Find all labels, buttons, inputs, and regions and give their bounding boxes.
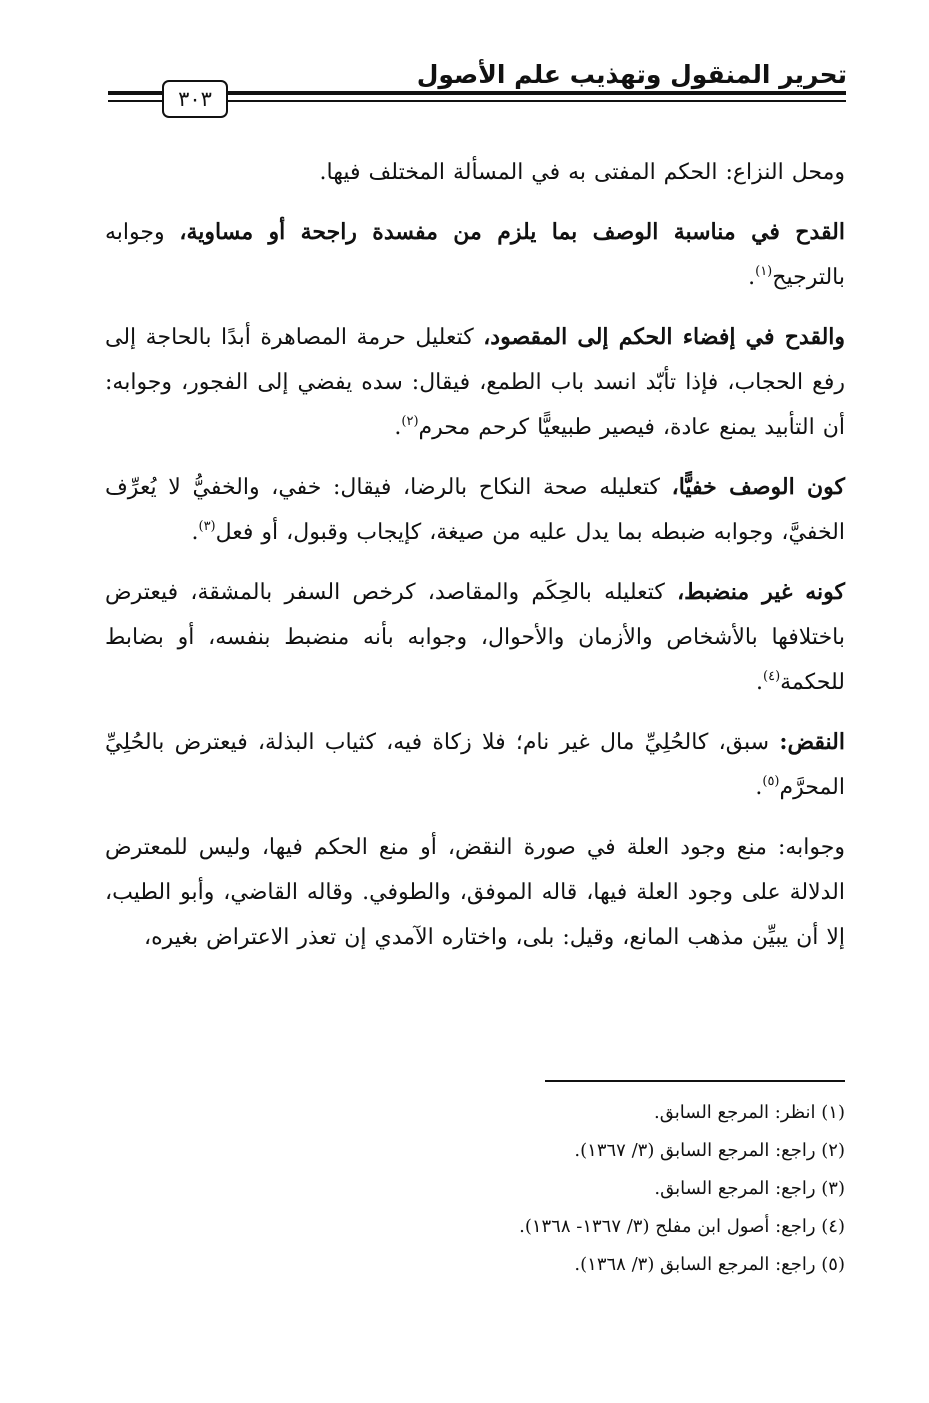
paragraph-lead: القدح في مناسبة الوصف بما يلزم من مفسدة راجحة أو مساوية، <box>179 219 845 245</box>
paragraph-text: سبق، كالحُلِيِّ مال غير نام؛ فلا زكاة فيه، كثياب البذلة، فيعترض بالحُلِيِّ المحرَّم <box>105 730 845 800</box>
paragraph-text: كتعليل حرمة المصاهرة أبدًا بالحاجة إلى رفع الحجاب، فإذا تأبّد انسد باب الطمع، فيقال: سده يفضي إلى الفجور، وجوابه: أن التأبيد يمنع عادة، فيصير طبيعيًّا كرحم محرم <box>105 325 845 440</box>
page-number: ٣٠٣ <box>162 80 228 118</box>
paragraph-lead: النقض: <box>779 729 845 755</box>
footnote-ref: (٣) <box>198 519 216 534</box>
footnote: (٢) راجع: المرجع السابق (٣/ ١٣٦٧). <box>574 1140 845 1161</box>
footnote-separator <box>545 1080 845 1082</box>
paragraph-lead: كونه غير منضبط، <box>677 579 846 605</box>
paragraph-text: كتعليله بالحِكَم والمقاصد، كرخص السفر بالمشقة، فيعترض باختلافها بالأشخاص والأزمان والأحوال، وجوابه بأنه منضبط بنفسه، أو بضابط للحكمة <box>105 580 845 695</box>
footnote-ref: (٤) <box>763 669 781 684</box>
paragraph-text: ومحل النزاع: الحكم المفتى به في المسألة المختلف فيها. <box>319 160 845 185</box>
paragraph <box>105 150 845 195</box>
paragraph: كون الوصف خفيًّا، كتعليله صحة النكاح بالرضا، فيقال: خفي، والخفيُّ لا يُعرِّف الخفيَّ، وجوابه ضبطه بما يدل عليه من صيغة، كإيجاب وقبول، أو فعل$^{(٣)}$. <box>105 474 845 545</box>
paragraph <box>105 825 845 960</box>
footnotes <box>105 1094 845 1284</box>
footnote: (٣) راجع: المرجع السابق. <box>654 1178 845 1199</box>
footnote: (١) انظر: المرجع السابق. <box>654 1102 845 1123</box>
footnote-ref: (٥) <box>762 774 780 789</box>
paragraph: كونه غير منضبط، كتعليله بالحِكَم والمقاصد، كرخص السفر بالمشقة، فيعترض باختلافها بالأشخاص والأزمان والأحوال، وجوابه بأنه منضبط بنفسه، أو بضابط للحكمة$^{(٤)}$. <box>105 579 846 695</box>
footnote-ref: (١) <box>755 264 773 279</box>
running-title: تحرير المنقول وتهذيب علم الأصول <box>416 60 847 89</box>
footnote: (٤) راجع: أصول ابن مفلح (٣/ ١٣٦٧- ١٣٦٨). <box>519 1216 845 1237</box>
paragraph-text: وجوابه بالترجيح <box>105 220 845 290</box>
footnote: (٥) راجع: المرجع السابق (٣/ ١٣٦٨). <box>574 1254 845 1275</box>
paragraph: القدح في مناسبة الوصف بما يلزم من مفسدة راجحة أو مساوية، وجوابه بالترجيح$^{(١)}$. <box>105 219 845 290</box>
paragraph-lead: كون الوصف خفيًّا، <box>671 474 845 500</box>
paragraph: النقض: سبق، كالحُلِيِّ مال غير نام؛ فلا زكاة فيه، كثياب البذلة، فيعترض بالحُلِيِّ المحرَّم$^{(٥)}$. <box>105 729 845 800</box>
body-text <box>105 150 845 975</box>
paragraph: والقدح في إفضاء الحكم إلى المقصود، كتعليل حرمة المصاهرة أبدًا بالحاجة إلى رفع الحجاب، فإذا تأبّد انسد باب الطمع، فيقال: سده يفضي إلى الفجور، وجوابه: أن التأبيد يمنع عادة، فيصير طبيعيًّا كرحم محرم$^{(٢)}$. <box>105 324 846 440</box>
paragraph-lead: والقدح في إفضاء الحكم إلى المقصود، <box>483 324 846 350</box>
footnote-ref: (٢) <box>401 414 419 429</box>
paragraph-text: كتعليله صحة النكاح بالرضا، فيقال: خفي، والخفيُّ لا يُعرِّف الخفيَّ، وجوابه ضبطه بما يدل عليه من صيغة، كإيجاب وقبول، أو فعل <box>105 475 845 545</box>
paragraph-text: وجوابه: منع وجود العلة في صورة النقض، أو منع الحكم فيها، وليس للمعترض الدلالة على وجود العلة فيها، قاله الموفق، والطوفي. وقاله القاضي، وأبو الطيب، إلا أن يبيِّن مذهب المانع، وقيل: بلى، واختاره الآمدي إن تعذر الاعتراض بغيره، <box>105 835 845 950</box>
